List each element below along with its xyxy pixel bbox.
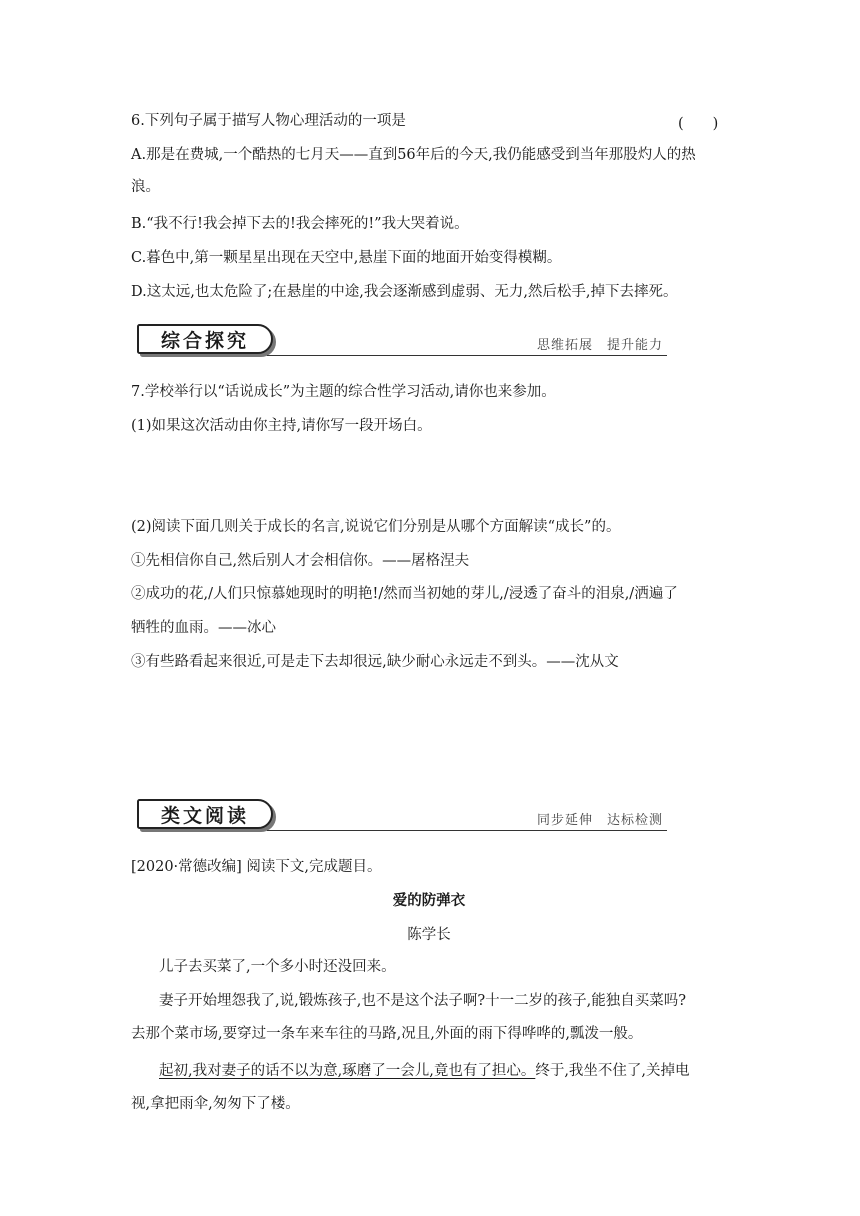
section-banner-reading	[137, 797, 667, 837]
q7-part-2: (2)阅读下面几则关于成长的名言,说说它们分别是从哪个方面解读“成长”的。	[131, 519, 621, 535]
paragraph-3-cont: 视,拿把雨伞,匆匆下了楼。	[131, 1096, 300, 1112]
paragraph-2: 妻子开始埋怨我了,说,锻炼孩子,也不是这个法子啊?十一二岁的孩子,能独自买菜吗?	[159, 993, 686, 1009]
section-title: 综合探究	[137, 324, 273, 354]
section-banner-comprehensive	[137, 322, 667, 362]
section-subtitle: 同步延伸 达标检测	[536, 813, 663, 828]
q6-option-a-cont: 浪。	[131, 179, 160, 195]
article-author: 陈学长	[407, 927, 451, 943]
quote-1: ①先相信你自己,然后别人才会相信你。——屠格涅夫	[131, 553, 470, 569]
reading-source: [2020·常德改编] 阅读下文,完成题目。	[131, 859, 382, 875]
divider	[267, 355, 667, 356]
paragraph-3-rest: 终于,我坐不住了,关掉电	[535, 1063, 690, 1079]
q6-option-b: B.“我不行!我会掉下去的!我会摔死的!”我大哭着说。	[131, 216, 469, 232]
section-title: 类文阅读	[137, 799, 273, 829]
quote-2: ②成功的花,/人们只惊慕她现时的明艳!/然而当初她的芽儿,/浸透了奋斗的泪泉,/洒遍了	[131, 586, 678, 602]
q7-part-1: (1)如果这次活动由你主持,请你写一段开场白。	[131, 418, 432, 434]
q6-stem: 6.下列句子属于描写人物心理活动的一项是	[131, 113, 406, 129]
q6-option-a: A.那是在费城,一个酷热的七月天——直到56年后的今天,我仍能感受到当年那股灼人的热	[131, 147, 696, 163]
q6-option-d: D.这太远,也太危险了;在悬崖的中途,我会逐渐感到虚弱、无力,然后松手,掉下去摔死。	[131, 284, 678, 300]
divider	[267, 830, 667, 831]
quote-3: ③有些路看起来很近,可是走下去却很远,缺少耐心永远走不到头。——沈从文	[131, 654, 619, 670]
answer-bracket: ( )	[678, 116, 719, 132]
section-subtitle: 思维拓展 提升能力	[536, 338, 663, 353]
q6-option-c: C.暮色中,第一颗星星出现在天空中,悬崖下面的地面开始变得模糊。	[131, 250, 562, 266]
paragraph-2-cont: 去那个菜市场,要穿过一条车来车往的马路,况且,外面的雨下得哗哗的,瓢泼一般。	[131, 1026, 643, 1042]
q7-stem: 7.学校举行以“话说成长”为主题的综合性学习活动,请你也来参加。	[131, 384, 556, 400]
underlined-sentence: 起初,我对妻子的话不以为意,琢磨了一会儿,竟也有了担心。	[159, 1063, 536, 1079]
article-title: 爱的防弹衣	[392, 893, 466, 909]
paragraph-1: 儿子去买菜了,一个多小时还没回来。	[159, 959, 396, 975]
paragraph-3	[159, 1061, 690, 1081]
quote-2-cont: 牺牲的血雨。——冰心	[131, 620, 276, 636]
